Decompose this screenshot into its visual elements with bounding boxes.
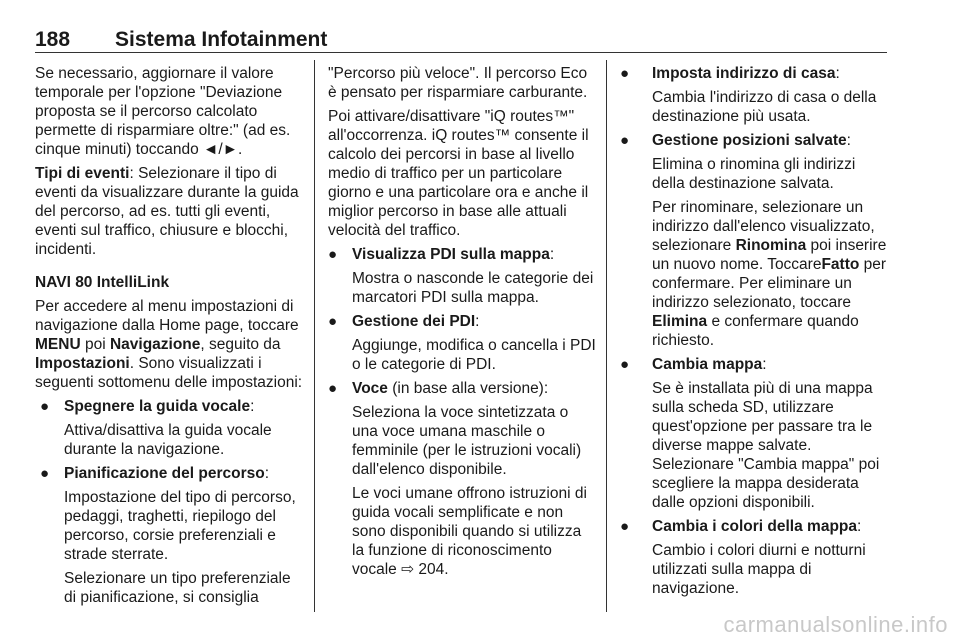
text: Le voci umane offrono istruzioni di guida vocali semplificate e non sono disponibili quando si utilizza la funzione di riconoscimento vocale	[352, 485, 587, 578]
item-label: Gestione posizioni salvate	[652, 132, 847, 149]
page-header	[35, 28, 887, 52]
bullet-icon: ●	[40, 465, 50, 482]
list-item	[35, 397, 305, 416]
text: e confermare quando richiesto.	[652, 313, 859, 349]
item-label: Voce	[352, 380, 388, 397]
event-types-text: : Selezionare il tipo di eventi da visualizzare durante la guida del percorso, ad es. tutti gli eventi, eventi sul traffico, chiusure e blocchi, incidenti.	[35, 165, 299, 258]
colon: :	[475, 313, 480, 330]
navigazione-keyword: Navigazione	[109, 336, 201, 353]
impostazioni-keyword: Impostazioni	[35, 355, 130, 372]
arrow-ref-icon: ⇨	[401, 561, 415, 578]
item-description: Aggiunge, modifica o cancella i PDI o le categorie di PDI.	[352, 337, 596, 373]
paragraph-deviation: Se necessario, aggiornare il valore temporale per l'opzione "Deviazione proposta se il percorso calcolato permette di risparmiare oltre:" (ad es. cinque minuti) toccando ◄/►.	[35, 65, 291, 158]
column-3	[620, 64, 892, 603]
list-item	[35, 464, 305, 483]
item-description: Cambio i colori diurni e notturni utilizzati sulla mappa di navigazione.	[652, 542, 866, 597]
paragraph-iq-routes: Poi attivare/disattivare "iQ routes™" all'occorrenza. iQ routes™ consente il calcolo dei percorsi in base al livello medio di traffico per un particolare giorno e una particolare ora e anche il miglior percorso in base alle attuali velocità del traffico.	[328, 108, 589, 239]
text: Per rinominare, selezionare un indirizzo dall'elenco visualizzato, selezionare	[652, 199, 875, 254]
bullet-icon: ●	[328, 380, 338, 397]
item-label: Spegnere la guida vocale	[64, 398, 251, 415]
item-label: Imposta indirizzo di casa	[652, 65, 836, 82]
item-description: Cambia l'indirizzo di casa o della destinazione più usata.	[652, 89, 877, 125]
list-item	[328, 312, 596, 331]
paragraph-access	[35, 297, 305, 392]
page-number: 188	[35, 28, 71, 51]
elimina-keyword: Elimina	[652, 313, 708, 330]
item-label: Gestione dei PDI	[352, 313, 476, 330]
event-types-label: Tipi di eventi	[35, 165, 130, 182]
bullet-icon: ●	[328, 313, 338, 330]
bullet-icon: ●	[620, 132, 630, 149]
bullet-icon: ●	[40, 398, 50, 415]
page-reference[interactable]: 204.	[414, 561, 449, 578]
list-item	[620, 355, 892, 374]
item-description: Se è installata più di una mappa sulla scheda SD, utilizzare quest'opzione per passare tra le diverse mappe salvate. Selezionare "Cambia mappa" poi scegliere la mappa desiderata dalle opzioni disponibili.	[652, 380, 880, 511]
section-heading: NAVI 80 IntelliLink	[35, 274, 170, 291]
item-label: Visualizza PDI sulla mappa	[352, 246, 550, 263]
text: poi inserire un nuovo nome. Toccare	[652, 237, 887, 273]
header-rule	[35, 52, 887, 53]
item-label: Cambia i colori della mappa	[652, 518, 858, 535]
bullet-icon: ●	[620, 65, 630, 82]
item-suffix: (in base alla versione):	[387, 380, 549, 397]
item-description: Elimina o rinomina gli indirizzi della destinazione salvata.	[652, 156, 856, 192]
item-description	[620, 198, 892, 350]
bullet-icon: ●	[620, 356, 630, 373]
colon: :	[857, 518, 862, 535]
item-description	[328, 484, 596, 579]
bullet-icon: ●	[328, 246, 338, 263]
colon: :	[264, 465, 270, 482]
colon: :	[250, 398, 255, 415]
item-description: Selezionare un tipo preferenziale di pianificazione, si consiglia	[64, 570, 291, 606]
item-description: Mostra o nasconde le categorie dei marcatori PDI sulla mappa.	[352, 270, 594, 306]
colon: :	[762, 356, 767, 373]
text: . Sono visualizzati i seguenti sottomenu delle impostazioni:	[35, 355, 303, 391]
item-description: Seleziona la voce sintetizzata o una voce umana maschile o femminile (per le istruzioni vocali) dall'elenco disponibile.	[352, 404, 582, 478]
watermark: carmanualsonline.info	[723, 612, 948, 637]
menu-keyword: MENU	[35, 336, 81, 353]
bullet-icon: ●	[620, 518, 630, 535]
list-item	[620, 131, 892, 150]
rinomina-keyword: Rinomina	[735, 237, 807, 254]
text: , seguito da	[200, 336, 281, 353]
paragraph-route-type: "Percorso più veloce". Il percorso Eco è pensato per risparmiare carburante.	[328, 65, 588, 101]
item-label: Cambia mappa	[652, 356, 763, 373]
text: poi	[80, 336, 110, 353]
list-item	[328, 245, 596, 264]
item-description: Attiva/disattiva la guida vocale durante la navigazione.	[64, 422, 272, 458]
page-title: Sistema Infotainment	[115, 28, 328, 51]
column-divider-1	[314, 60, 315, 612]
paragraph-event-types	[35, 164, 305, 259]
item-description: Impostazione del tipo di percorso, pedaggi, traghetti, riepilogo del percorso, corsie preferenziali e strade sterrate.	[64, 489, 296, 563]
colon: :	[846, 132, 851, 149]
list-item	[620, 517, 892, 536]
item-label: Pianificazione del percorso	[64, 465, 265, 482]
fatto-keyword: Fatto	[821, 256, 860, 273]
colon: :	[549, 246, 555, 263]
colon: :	[835, 65, 840, 82]
list-item	[620, 64, 892, 83]
text: Per accedere al menu impostazioni di navigazione dalla Home page, toccare	[35, 298, 299, 334]
column-1	[35, 64, 305, 612]
column-divider-2	[606, 60, 607, 612]
list-item	[328, 379, 596, 398]
column-2	[328, 64, 596, 584]
text: per confermare. Per eliminare un indirizzo selezionato, toccare	[652, 256, 887, 311]
